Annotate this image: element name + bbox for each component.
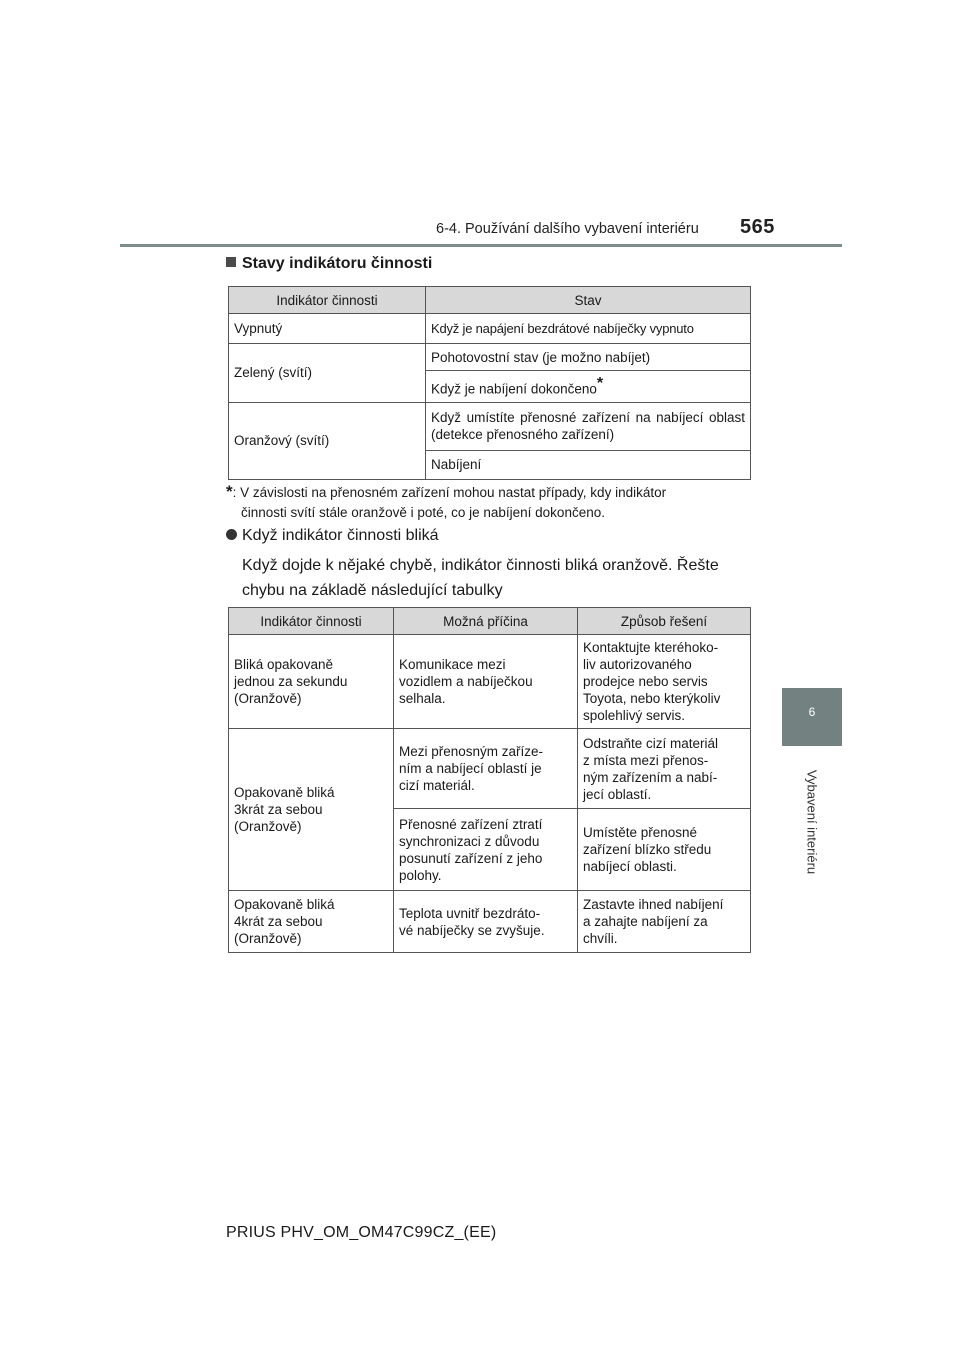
table-cell: Vypnutý — [229, 314, 426, 344]
column-header: Možná příčina — [394, 608, 578, 635]
table-row — [229, 344, 751, 371]
table-cell: Oranžový (svítí) — [229, 402, 426, 479]
table-cell: Bliká opakovaně jednou za sekundu (Oranžově) — [229, 635, 394, 729]
table-cell: Teplota uvnitř bezdráto- vé nabíječky se zvyšuje. — [394, 891, 578, 953]
table-cell: Zastavte ihned nabíjení a zahajte nabíjení za chvíli. — [578, 891, 751, 953]
bullet-heading-text: Když indikátor činnosti bliká — [242, 527, 439, 544]
table-cell: Kontaktujte kteréhoko- liv autorizovaného prodejce nebo servis Toyota, nebo kterýkoliv spolehlivý servis. — [578, 635, 751, 729]
table-row — [229, 891, 751, 953]
footnote-line-2: činnosti svítí stále oranžově i poté, co je nabíjení dokončeno. — [241, 505, 605, 520]
chapter-side-label — [782, 752, 842, 892]
table-cell: Když je napájení bezdrátové nabíječky vypnuto — [426, 314, 751, 344]
table-cell-text: Když je nabíjení dokončeno — [431, 381, 597, 397]
page-number: 565 — [740, 216, 775, 238]
section-title — [226, 255, 432, 273]
indicator-status-table — [228, 286, 751, 480]
table-cell: Umístěte přenosné zařízení blízko středu nabíjecí oblasti. — [578, 809, 751, 891]
running-header-section: 6-4. Používání dalšího vybavení interiéru — [436, 221, 699, 237]
square-bullet-icon — [226, 257, 236, 267]
table-cell: Když umístíte přenosné zařízení na nabíjecí oblast (detekce přenosného zařízení) — [426, 402, 751, 450]
table-cell: Zelený (svítí) — [229, 344, 426, 403]
circle-bullet-icon — [226, 529, 237, 540]
footnote-line-1: : V závislosti na přenosném zařízení mohou nastat případy, kdy indikátor — [232, 485, 667, 500]
bullet-body-text: Když dojde k nějaké chybě, indikátor činnosti bliká oranžově. Řešte chybu na základě následující tabulky — [242, 557, 719, 599]
table-cell: Opakovaně bliká 4krát za sebou (Oranžově) — [229, 891, 394, 953]
table-cell: Komunikace mezi vozidlem a nabíječkou selhala. — [394, 635, 578, 729]
column-header: Indikátor činnosti — [229, 608, 394, 635]
table-cell: Nabíjení — [426, 450, 751, 479]
header-rule — [120, 244, 842, 247]
table-cell: Odstraňte cizí materiál z místa mezi přenos- ným zařízením a nabí- jecí oblastí. — [578, 729, 751, 809]
footnote-mark: * — [226, 482, 233, 501]
footnote-asterisk: * — [596, 375, 604, 392]
column-header: Způsob řešení — [578, 608, 751, 635]
section-title-text: Stavy indikátoru činnosti — [242, 255, 433, 272]
table-row — [229, 635, 751, 729]
table-cell — [426, 371, 751, 403]
table-row — [229, 314, 751, 344]
table-header-row — [229, 608, 751, 635]
table-cell: Pohotovostní stav (je možno nabíjet) — [426, 344, 751, 371]
footnote — [226, 482, 746, 523]
table-cell: Opakovaně bliká 3krát za sebou (Oranžově) — [229, 729, 394, 891]
table-row — [229, 729, 751, 809]
table-header-row — [229, 287, 751, 314]
column-header: Indikátor činnosti — [229, 287, 426, 314]
table-row — [229, 402, 751, 450]
chapter-tab: 6 — [782, 688, 842, 746]
page-footer: PRIUS PHV_OM_OM47C99CZ_(EE) — [226, 1224, 497, 1241]
table-cell: Mezi přenosným zaříze- ním a nabíjecí oblastí je cizí materiál. — [394, 729, 578, 809]
blinking-indicator-table — [228, 607, 751, 953]
column-header: Stav — [426, 287, 751, 314]
bullet-heading — [226, 527, 439, 545]
table-cell: Přenosné zařízení ztratí synchronizaci z důvodu posunutí zařízení z jeho polohy. — [394, 809, 578, 891]
chapter-side-label-text: Vybavení interiéru — [804, 769, 820, 875]
